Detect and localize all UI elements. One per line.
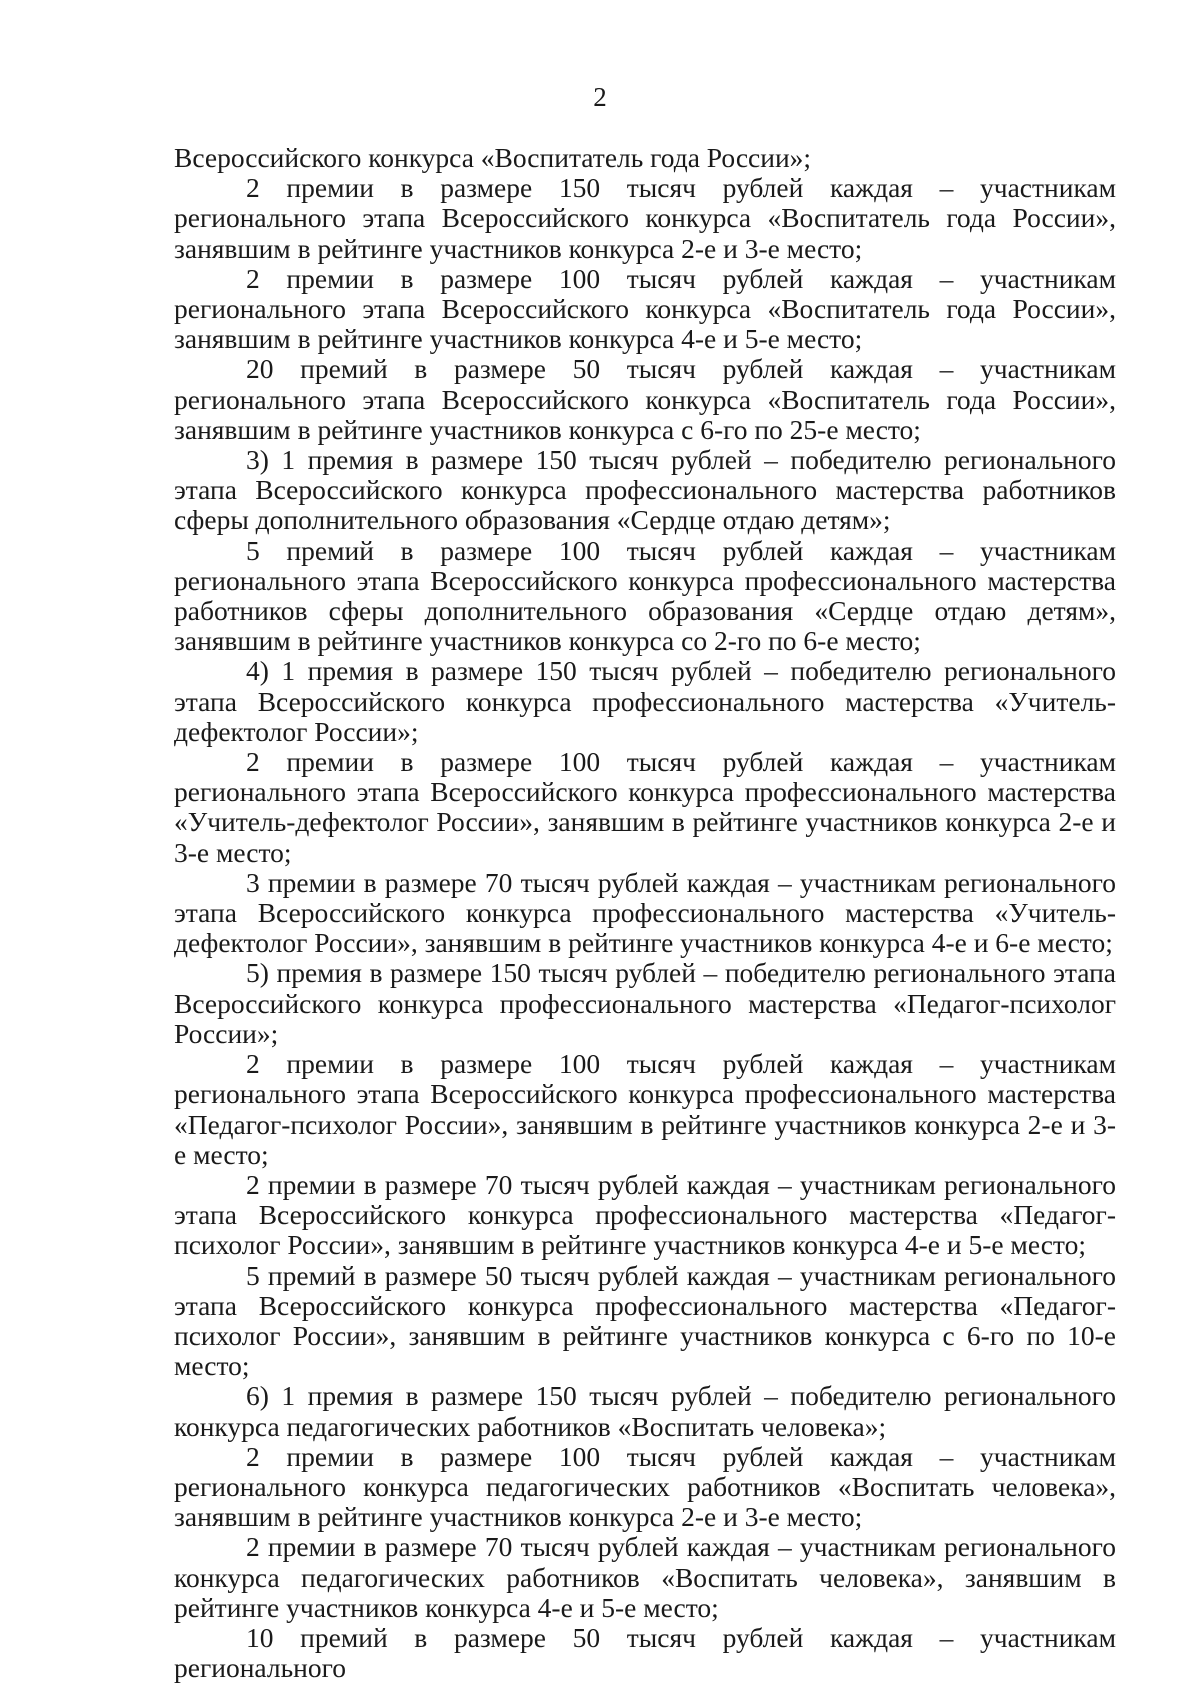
paragraph: 2 премии в размере 100 тысяч рублей каждая – участникам регионального конкурса педагогических работников «Воспитать человека», занявшим в рейтинге участников конкурса 2-е и 3-е место; [174,1440,1116,1533]
paragraph: 2 премии в размере 100 тысяч рублей каждая – участникам регионального этапа Всероссийского конкурса профессионального мастерства «Учитель-дефектолог России», занявшим в рейтинге участников конкурса 2-е и 3-е место; [174,746,1116,868]
paragraph: 3 премии в размере 70 тысяч рублей каждая – участникам регионального этапа Всероссийского конкурса профессионального мастерства «Учитель-дефектолог России», занявшим в рейтинге участников конкурса 4-е и 6-е место; [174,866,1116,959]
paragraph: 10 премий в размере 50 тысяч рублей каждая – участникам регионального [174,1621,1116,1684]
paragraph: Всероссийского конкурса «Воспитатель года России»; [174,142,812,173]
paragraph: 4) 1 премия в размере 150 тысяч рублей – победителю регионального этапа Всероссийского конкурса профессионального мастерства «Учитель-дефектолог России»; [174,655,1116,747]
paragraph: 6) 1 премия в размере 150 тысяч рублей – победителю регионального конкурса педагогических работников «Воспитать человека»; [174,1380,1116,1442]
paragraph: 3) 1 премия в размере 150 тысяч рублей – победителю регионального этапа Всероссийского конкурса профессионального мастерства работников сферы дополнительного образования «Сердце отдаю детям»; [174,444,1116,536]
paragraph: 5 премий в размере 50 тысяч рублей каждая – участникам регионального этапа Всероссийского конкурса профессионального мастерства «Педагог-психолог России», занявшим в рейтинге участников конкурса с 6-го по 10-е место; [174,1259,1116,1382]
paragraph: 2 премии в размере 150 тысяч рублей каждая – участникам регионального этапа Всероссийского конкурса «Воспитатель года России», занявшим в рейтинге участников конкурса 2-е и 3-е место; [174,172,1116,264]
paragraph: 5) премия в размере 150 тысяч рублей – победителю регионального этапа Всероссийского конкурса профессионального мастерства «Педагог-психолог России»; [174,957,1116,1049]
paragraph: 5 премий в размере 100 тысяч рублей каждая – участникам регионального этапа Всероссийского конкурса профессионального мастерства работников сферы дополнительного образования «Сердце отдаю детям», занявшим в рейтинге участников конкурса со 2-го по 6-е место; [174,534,1116,657]
paragraph: 2 премии в размере 100 тысяч рублей каждая – участникам регионального этапа Всероссийского конкурса профессионального мастерства «Педагог-психолог России», занявшим в рейтинге участников конкурса 2-е и 3-е место; [174,1048,1116,1170]
document-body [174,143,1116,1683]
paragraph: 20 премий в размере 50 тысяч рублей каждая – участникам регионального этапа Всероссийского конкурса «Воспитатель года России», занявшим в рейтинге участников конкурса с 6-го по 25-е место; [174,353,1116,445]
paragraph: 2 премии в размере 100 тысяч рублей каждая – участникам регионального этапа Всероссийского конкурса «Воспитатель года России», занявшим в рейтинге участников конкурса 4-е и 5-е место; [174,262,1116,355]
page-number: 2 [593,82,607,112]
paragraph: 2 премии в размере 70 тысяч рублей каждая – участникам регионального конкурса педагогических работников «Воспитать человека», занявшим в рейтинге участников конкурса 4-е и 5-е место; [174,1531,1116,1623]
paragraph: 2 премии в размере 70 тысяч рублей каждая – участникам регионального этапа Всероссийского конкурса профессионального мастерства «Педагог-психолог России», занявшим в рейтинге участников конкурса 4-е и 5-е место; [174,1168,1116,1261]
